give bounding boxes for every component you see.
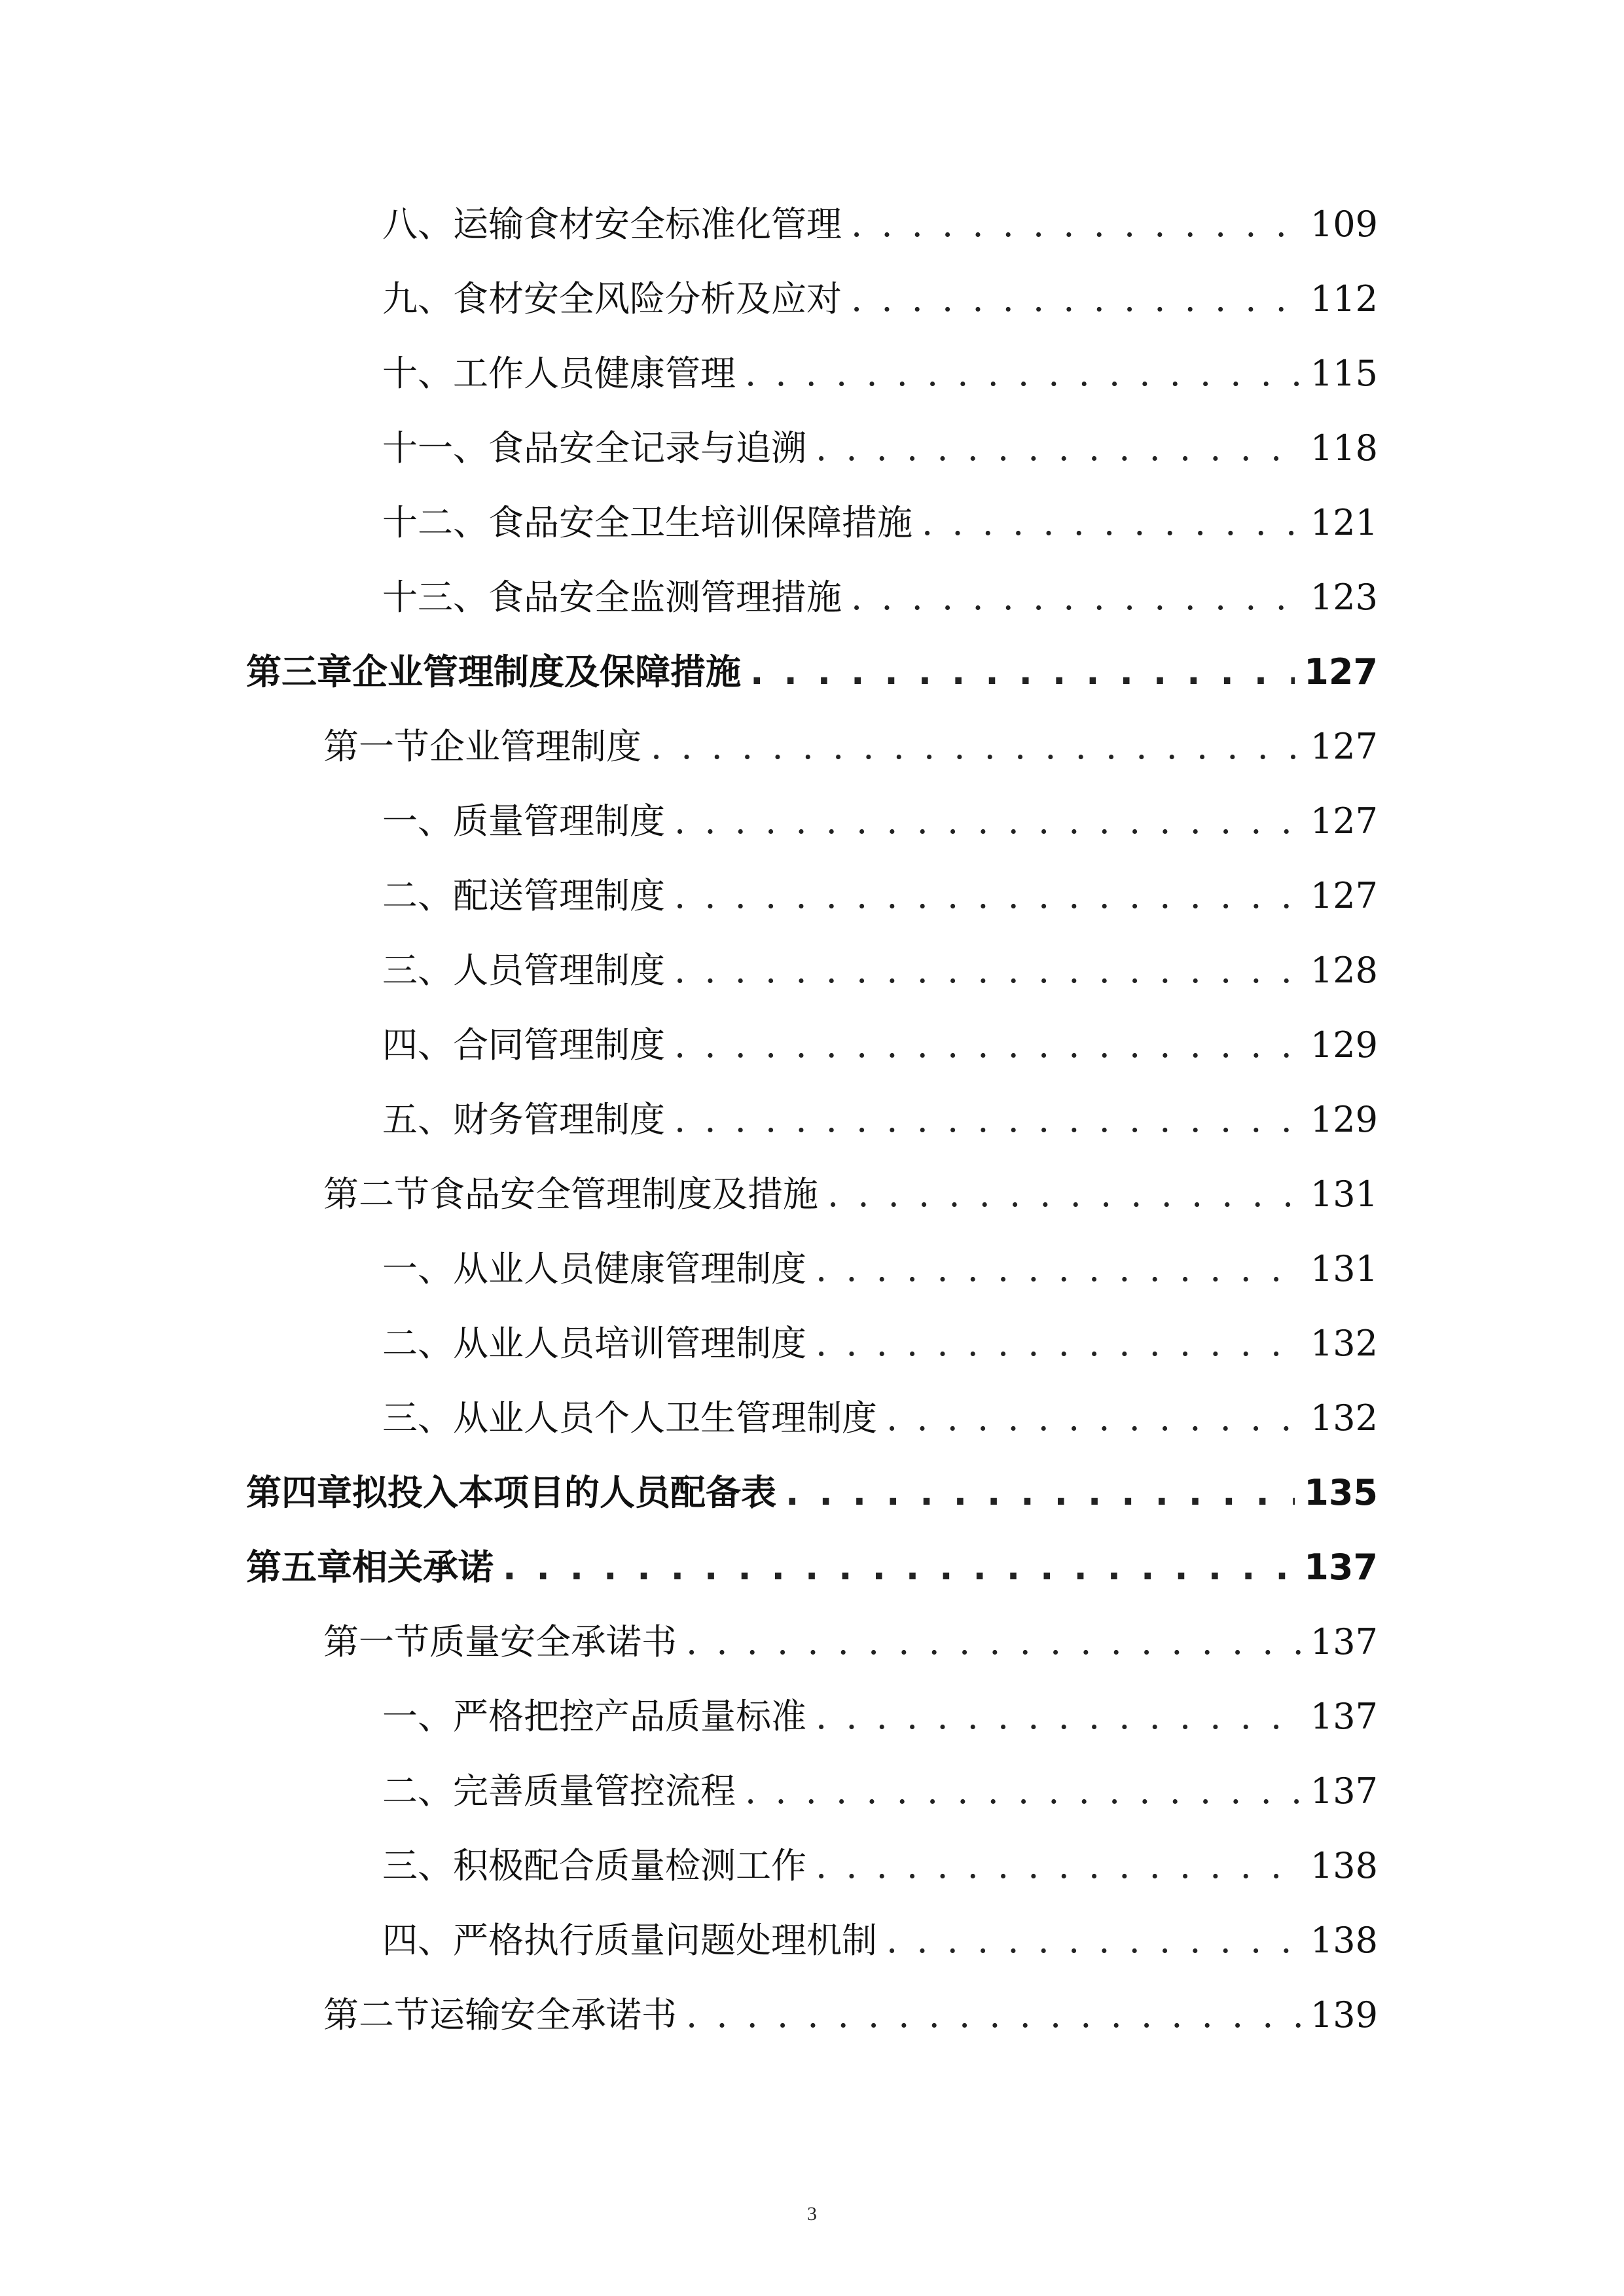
toc-section[interactable] [0,1605,1624,1679]
toc-entry-title: 完善质量管控流程 [453,1770,736,1812]
toc-entry-page: 118 [1310,427,1378,469]
toc-chapter[interactable] [0,1530,1624,1605]
toc-entry[interactable] [0,560,1624,635]
toc-section-number: 第一节 [323,726,429,767]
toc-chapter-page: 127 [1304,651,1378,692]
toc-entry[interactable] [0,1381,1624,1456]
toc-entry-number: 一、 [382,800,453,842]
toc-entry-number: 九、 [382,278,453,319]
toc-chapter-number: 第五章 [246,1547,352,1588]
toc-leader-dots [886,1381,1301,1456]
toc-chapter-number: 第四章 [246,1472,352,1513]
toc-entry-page: 121 [1310,502,1378,543]
toc-leader-dots [785,1456,1295,1530]
toc-section-page: 127 [1310,726,1378,767]
toc-entry-page: 109 [1310,204,1378,245]
toc-entry-page: 112 [1310,278,1378,319]
toc-leader-dots [851,560,1301,635]
toc-entry-title: 食材安全风险分析及应对 [453,278,842,319]
toc-section-page: 137 [1310,1621,1378,1662]
toc-entry-number: 三、 [382,1845,453,1886]
toc-section[interactable] [0,709,1624,784]
toc-section-title: 质量安全承诺书 [429,1621,677,1662]
toc-entry[interactable] [0,1903,1624,1978]
toc-section-number: 第二节 [323,1994,429,2036]
toc-entry-title: 财务管理制度 [453,1099,665,1140]
toc-entry-page: 131 [1310,1248,1378,1289]
toc-entry-number: 三、 [382,1397,453,1439]
toc-entry-number: 二、 [382,1770,453,1812]
toc-leader-dots [674,933,1301,1008]
toc-entry-title: 食品安全监测管理措施 [488,577,842,618]
toc-leader-dots [686,1605,1301,1679]
toc-entry[interactable] [0,1306,1624,1381]
toc-entry-number: 十三、 [382,577,488,618]
toc-entry-page: 129 [1310,1024,1378,1066]
toc-entry[interactable] [0,1754,1624,1829]
toc-leader-dots [816,1829,1301,1903]
toc-leader-dots [851,262,1301,336]
toc-entry-title: 食品安全记录与追溯 [488,427,806,469]
toc-leader-dots [886,1903,1301,1978]
toc-entry-title: 从业人员培训管理制度 [453,1323,806,1364]
toc-section[interactable] [0,1978,1624,2053]
toc-entry-number: 三、 [382,950,453,991]
toc-entry-title: 人员管理制度 [453,950,665,991]
toc-entry-title: 工作人员健康管理 [453,353,736,394]
toc-entry-number: 四、 [382,1024,453,1066]
toc-leader-dots [922,486,1301,560]
toc-entry-page: 137 [1310,1696,1378,1737]
toc-entry-number: 四、 [382,1920,453,1961]
toc-entry[interactable] [0,1083,1624,1157]
toc-section-title: 运输安全承诺书 [429,1994,677,2036]
toc-entry-number: 一、 [382,1696,453,1737]
toc-entry[interactable] [0,933,1624,1008]
toc-entry[interactable] [0,486,1624,560]
toc-entry-page: 128 [1310,950,1378,991]
toc-leader-dots [651,709,1301,784]
toc-section-number: 第二节 [323,1174,429,1215]
toc-entry-page: 127 [1310,875,1378,916]
toc-section-number: 第一节 [323,1621,429,1662]
toc-chapter-page: 135 [1304,1472,1378,1513]
toc-entry-page: 127 [1310,800,1378,842]
toc-entry-number: 五、 [382,1099,453,1140]
toc-entry-title: 从业人员健康管理制度 [453,1248,806,1289]
toc-entry-page: 129 [1310,1099,1378,1140]
toc-entry-title: 严格把控产品质量标准 [453,1696,806,1737]
toc-entry-title: 合同管理制度 [453,1024,665,1066]
toc-leader-dots [816,1679,1301,1754]
toc-entry-number: 十二、 [382,502,488,543]
toc-entry-number: 十、 [382,353,453,394]
toc-leader-dots [674,859,1301,933]
toc-entry[interactable] [0,187,1624,262]
toc-entry[interactable] [0,1008,1624,1083]
toc-section-page: 131 [1310,1174,1378,1215]
toc-leader-dots [750,635,1295,709]
toc-leader-dots [816,1306,1301,1381]
toc-leader-dots [503,1530,1295,1605]
toc-entry-title: 严格执行质量问题处理机制 [453,1920,877,1961]
toc-entry-page: 123 [1310,577,1378,618]
toc-entry-page: 115 [1310,353,1378,394]
toc-leader-dots [674,1083,1301,1157]
toc-entry-title: 配送管理制度 [453,875,665,916]
toc-section[interactable] [0,1157,1624,1232]
toc-entry-page: 138 [1310,1920,1378,1961]
toc-leader-dots [851,187,1301,262]
toc-section-title: 企业管理制度 [429,726,641,767]
toc-entry-title: 食品安全卫生培训保障措施 [488,502,912,543]
toc-entry-number: 一、 [382,1248,453,1289]
toc-entry[interactable] [0,411,1624,486]
toc-chapter-title: 企业管理制度及保障措施 [352,651,741,692]
toc-chapter[interactable] [0,1456,1624,1530]
toc-entry-title: 积极配合质量检测工作 [453,1845,806,1886]
toc-leader-dots [745,1754,1301,1829]
toc-entry-number: 八、 [382,204,453,245]
toc-entry[interactable] [0,859,1624,933]
toc-entry-title: 质量管理制度 [453,800,665,842]
toc-chapter-title: 相关承诺 [352,1547,494,1588]
toc-leader-dots [686,1978,1301,2053]
toc-leader-dots [674,1008,1301,1083]
toc-section-title: 食品安全管理制度及措施 [429,1174,818,1215]
toc-section-page: 139 [1310,1994,1378,2036]
toc-chapter-title: 拟投入本项目的人员配备表 [352,1472,776,1513]
toc-entry-number: 二、 [382,1323,453,1364]
toc-entry[interactable] [0,262,1624,336]
toc-chapter-number: 第三章 [246,651,352,692]
toc-entry-page: 132 [1310,1323,1378,1364]
toc-entry-title: 运输食材安全标准化管理 [453,204,842,245]
toc-chapter-page: 137 [1304,1547,1378,1588]
toc-leader-dots [816,411,1301,486]
toc-entry[interactable] [0,1232,1624,1306]
toc-leader-dots [745,336,1301,411]
toc-entry-number: 十一、 [382,427,488,469]
toc-entry-number: 二、 [382,875,453,916]
toc-leader-dots [827,1157,1301,1232]
toc-leader-dots [816,1232,1301,1306]
toc-entry-page: 132 [1310,1397,1378,1439]
toc-chapter[interactable] [0,635,1624,709]
toc-entry[interactable] [0,1679,1624,1754]
page-number: 3 [807,2203,817,2225]
toc-entry-page: 137 [1310,1770,1378,1812]
toc-leader-dots [674,784,1301,859]
toc-entry-title: 从业人员个人卫生管理制度 [453,1397,877,1439]
toc-entry[interactable] [0,1829,1624,1903]
toc-entry-page: 138 [1310,1845,1378,1886]
toc-entry[interactable] [0,336,1624,411]
toc-entry[interactable] [0,784,1624,859]
